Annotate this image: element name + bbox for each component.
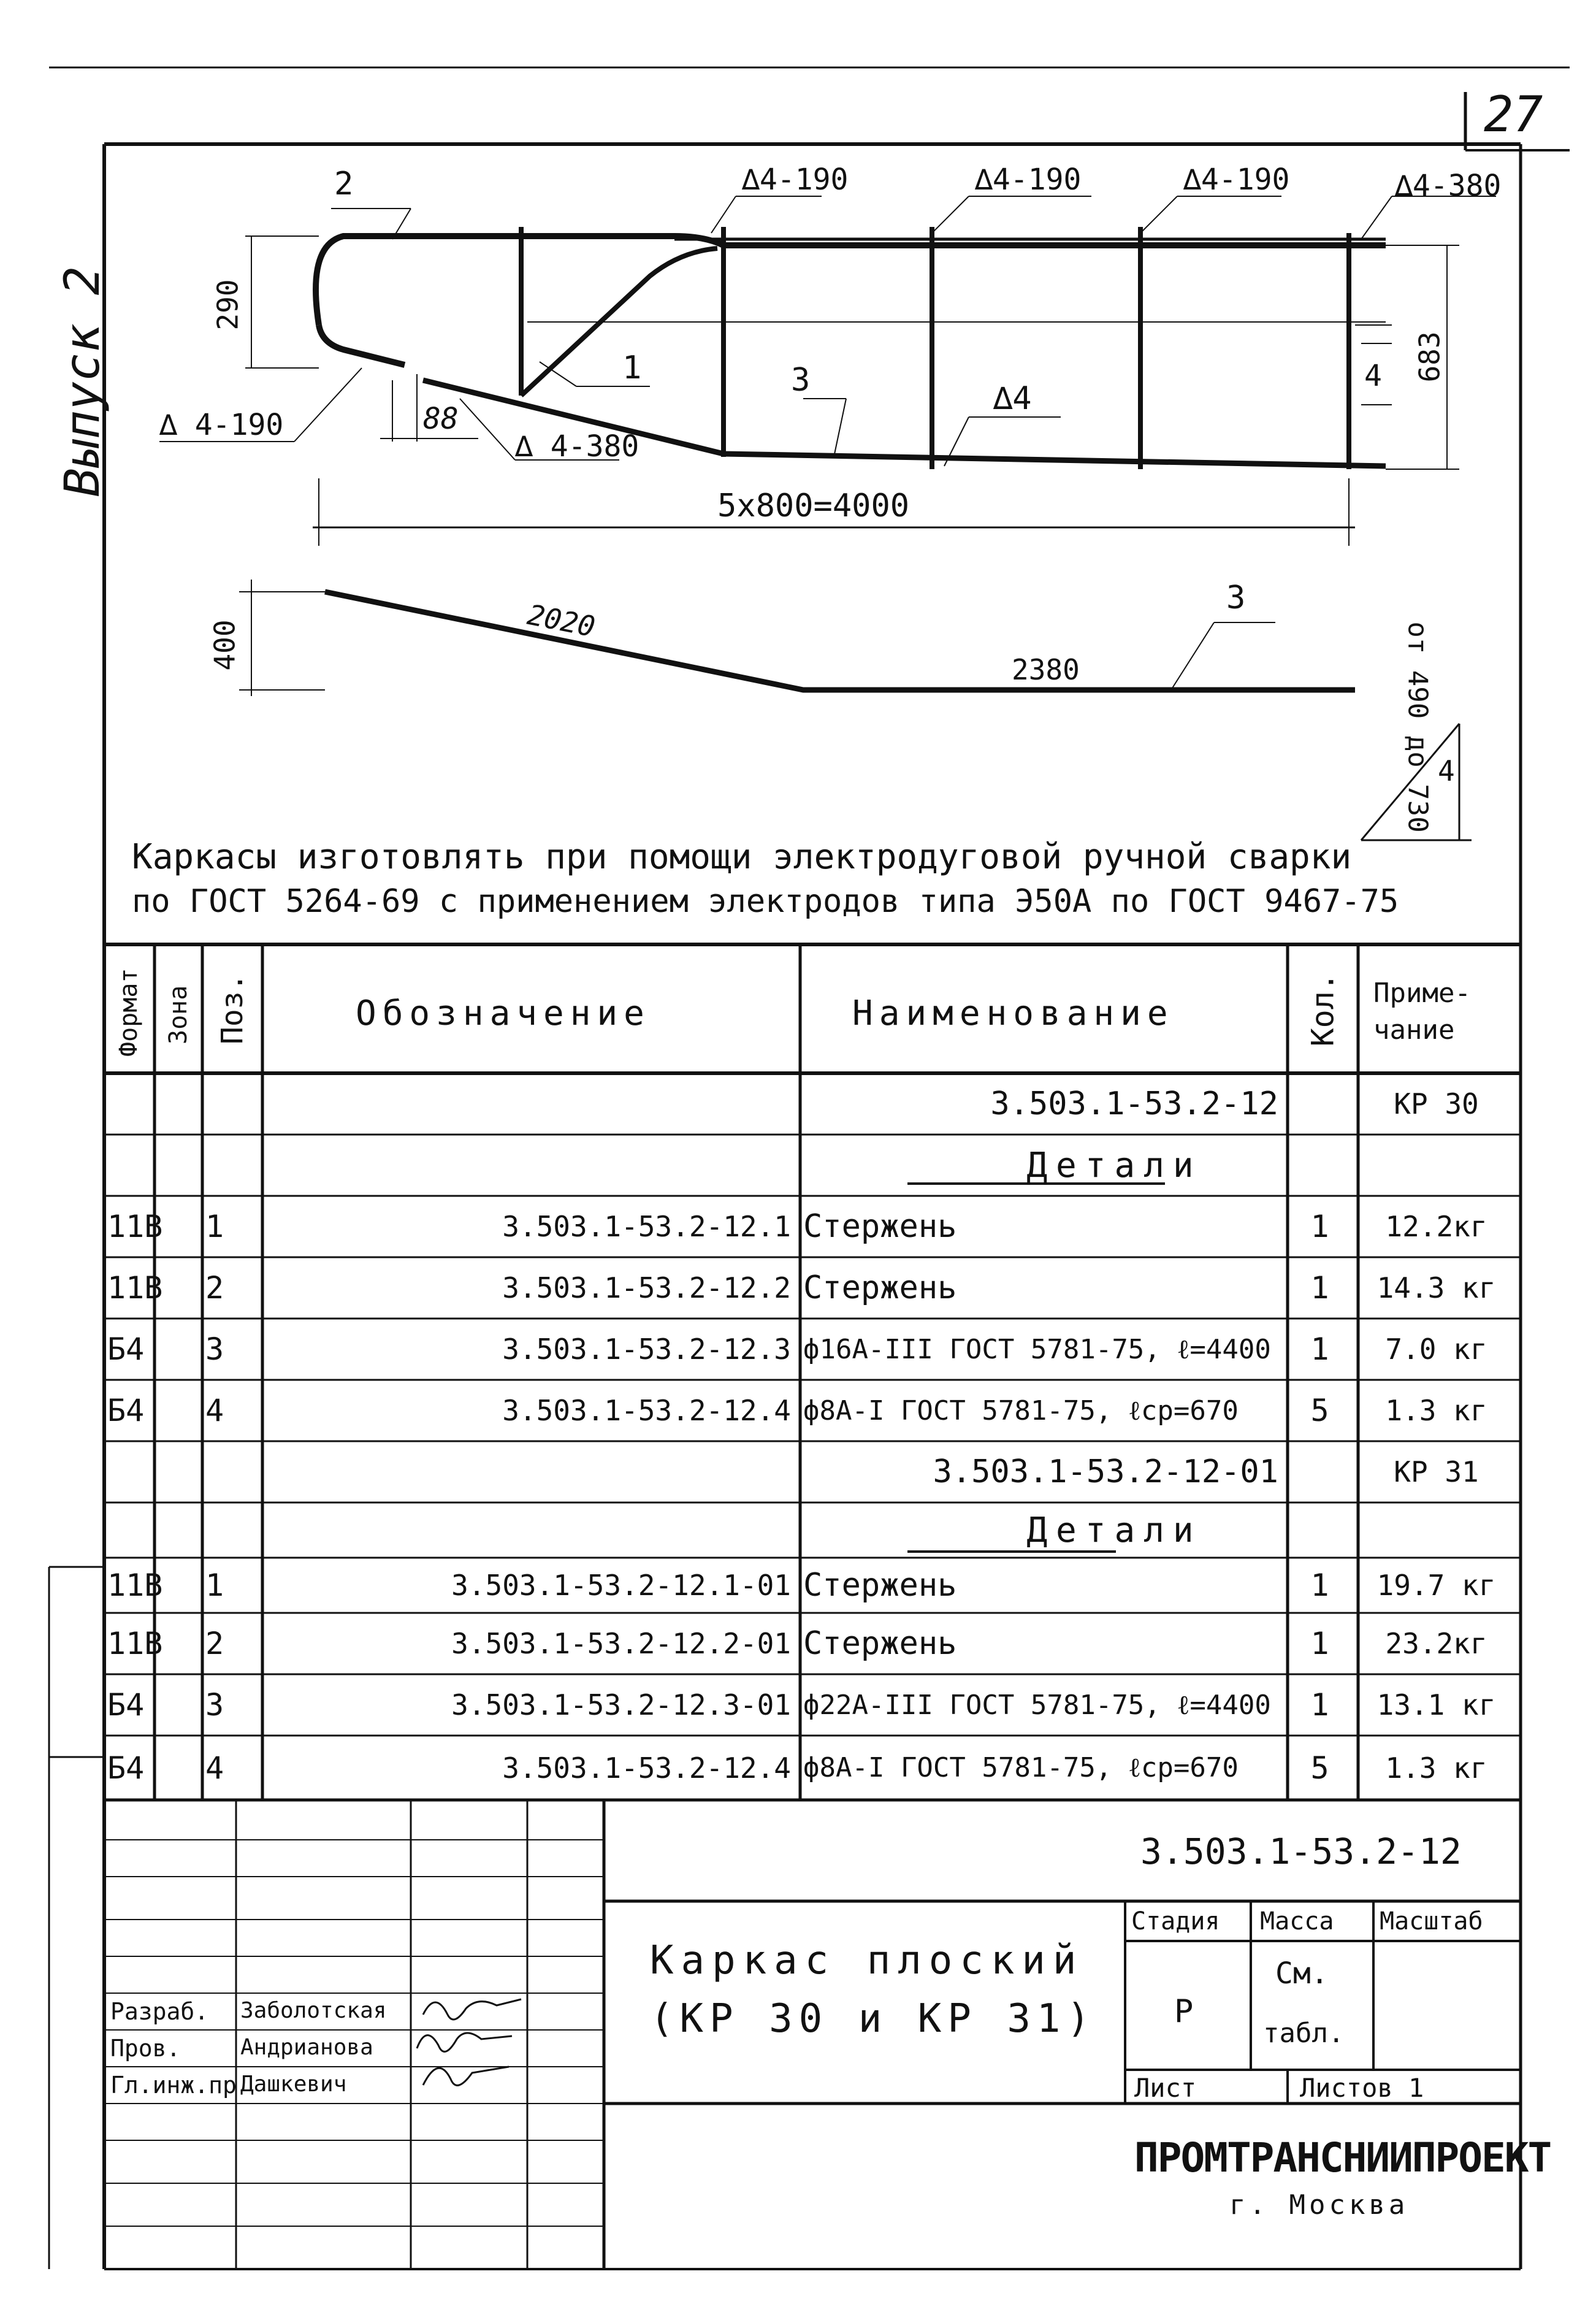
- spec-cell-designation: [264, 1503, 791, 1558]
- spec-cell-note: 23.2кг: [1385, 1627, 1487, 1660]
- spec-cell-note: 12.2кг: [1385, 1210, 1487, 1243]
- spec-cell-name: 3.503.1-53.2-12-01: [933, 1453, 1278, 1490]
- label-dim-88: 88: [423, 402, 459, 436]
- label-weld-mid: ∆ 4-380: [515, 429, 640, 464]
- spec-cell-pos: 3: [205, 1687, 224, 1723]
- label-weld-d4: ∆4: [993, 380, 1032, 417]
- label-dim-683: 683: [1413, 331, 1446, 383]
- spec-cell-name: ф16А-III ГОСТ 5781-75, ℓ=4400: [803, 1333, 1271, 1365]
- doc-code: 3.503.1-53.2-12: [1140, 1831, 1462, 1872]
- spec-cell-format: Б4: [107, 1687, 145, 1723]
- spec-cell-qty: 1: [1310, 1331, 1329, 1367]
- spec-cell-qty: 5: [1310, 1750, 1329, 1786]
- spec-cell-designation: 3.503.1-53.2-12.3-01: [451, 1688, 791, 1721]
- label-pos4: 4: [1364, 359, 1382, 393]
- spec-cell-format: 11В: [107, 1270, 163, 1306]
- spec-cell-name: Стержень: [803, 1269, 957, 1306]
- spec-cell-designation: [264, 1073, 791, 1135]
- spec-cell-designation: 3.503.1-53.2-12.2: [502, 1271, 791, 1304]
- spec-cell-pos: 2: [205, 1270, 224, 1306]
- spec-cell-qty: 1: [1310, 1270, 1329, 1306]
- spec-cell-format: [107, 1441, 148, 1503]
- mass-value-2: табл.: [1263, 2018, 1345, 2049]
- spec-cell-pos: [205, 1073, 256, 1135]
- header-note: Приме-чание: [1373, 978, 1471, 1046]
- spec-cell-qty: [1291, 1441, 1349, 1503]
- spec-cell-format: [107, 1073, 148, 1135]
- spec-cell-designation: [264, 1135, 791, 1196]
- header-designation: Обозначение: [356, 993, 651, 1033]
- spec-cell-qty: 1: [1310, 1568, 1329, 1603]
- spec-cell-format: 11В: [107, 1568, 163, 1603]
- spec-cell-format: 11В: [107, 1626, 163, 1661]
- spec-cell-format: [107, 1503, 148, 1558]
- spec-cell-format: Б4: [107, 1393, 145, 1428]
- spec-cell-name: Стержень: [803, 1625, 957, 1662]
- spec-cell-pos: [205, 1135, 256, 1196]
- title-line-2: (КР 30 и КР 31): [650, 1996, 1096, 2042]
- spec-cell-note: 1.3 кг: [1385, 1751, 1487, 1785]
- spec-cell-qty: 5: [1310, 1393, 1329, 1428]
- spec-cell-name: Детали: [1026, 1145, 1202, 1185]
- label-dim-total: 5х800=4000: [717, 488, 910, 524]
- label-pos3a: 3: [791, 362, 811, 399]
- stage-label: Стадия: [1131, 1907, 1220, 1935]
- header-qty: Кол.: [1305, 973, 1341, 1047]
- label-weld-top-4: ∆4-380: [1395, 169, 1502, 203]
- spec-cell-designation: 3.503.1-53.2-12.4: [502, 1394, 791, 1427]
- role-person-name: Заболотская: [240, 1998, 387, 2023]
- spec-cell-qty: 1: [1310, 1626, 1329, 1661]
- label-pos2: 2: [334, 166, 354, 202]
- header-pos: Поз.: [215, 973, 250, 1044]
- spec-cell-name: 3.503.1-53.2-12: [990, 1085, 1278, 1122]
- spec-cell-note: 14.3 кг: [1376, 1271, 1496, 1304]
- spec-cell-qty: 1: [1310, 1687, 1329, 1723]
- spec-cell-note: КР 31: [1394, 1455, 1479, 1488]
- spec-cell-note: 1.3 кг: [1385, 1394, 1487, 1427]
- label-angle-val: 4: [1438, 754, 1455, 787]
- spec-cell-format: Б4: [107, 1331, 145, 1367]
- org-city: г. Москва: [1229, 2189, 1409, 2221]
- spec-cell-qty: [1291, 1073, 1349, 1135]
- title-line-1: Каркас плоский: [650, 1938, 1084, 1983]
- spec-cell-pos: [205, 1503, 256, 1558]
- label-weld-top-1: ∆4-190: [742, 163, 849, 197]
- role-title: Пров.: [110, 2035, 181, 2062]
- sheets-label: Листов 1: [1300, 2073, 1424, 2103]
- role-person-name: Андрианова: [240, 2035, 373, 2060]
- spec-cell-note: [1361, 1135, 1511, 1196]
- stage-value: Р: [1174, 1993, 1194, 2030]
- spec-cell-note: КР 30: [1394, 1087, 1479, 1120]
- notes-line-2: по ГОСТ 5264-69 с применением электродов типа Э50А по ГОСТ 9467-75: [132, 883, 1399, 920]
- spec-cell-pos: 2: [205, 1626, 224, 1661]
- spec-cell-format: Б4: [107, 1750, 145, 1786]
- mass-label: Масса: [1260, 1907, 1334, 1935]
- label-dim-2020: 2020: [524, 597, 598, 644]
- spec-cell-format: [107, 1135, 148, 1196]
- spec-cell-pos: 1: [205, 1568, 224, 1603]
- series-label: Выпуск 2: [55, 266, 110, 497]
- sheet-label: Лист: [1134, 2073, 1197, 2103]
- org-name: ПРОМТРАНСНИИПРОЕКТ: [1134, 2134, 1551, 2181]
- scale-label: Масштаб: [1380, 1907, 1483, 1935]
- spec-cell-name: ф8А-I ГОСТ 5781-75, ℓср=670: [803, 1752, 1239, 1783]
- spec-cell-designation: 3.503.1-53.2-12.1: [502, 1210, 791, 1243]
- label-dim-range: от 490 до 730: [1402, 621, 1434, 833]
- notes-line-1: Каркасы изготовлять при помощи электродуговой ручной сварки: [132, 837, 1352, 877]
- label-dim-290: 290: [211, 279, 245, 331]
- spec-cell-note: 19.7 кг: [1376, 1569, 1496, 1602]
- spec-cell-name: Детали: [1026, 1510, 1202, 1550]
- label-weld-top-2: ∆4-190: [975, 163, 1082, 197]
- label-dim-400: 400: [208, 619, 242, 671]
- header-name: Наименование: [852, 993, 1174, 1033]
- spec-cell-qty: [1291, 1135, 1349, 1196]
- sheet-number: 27: [1484, 86, 1543, 143]
- spec-cell-designation: [264, 1441, 791, 1503]
- spec-cell-note: [1361, 1503, 1511, 1558]
- label-weld-left: ∆ 4-190: [159, 408, 284, 442]
- label-dim-2380: 2380: [1012, 653, 1080, 686]
- spec-cell-pos: 4: [205, 1393, 224, 1428]
- header-zone: Зона: [164, 985, 193, 1044]
- role-title: Гл.инж.пр: [110, 2072, 237, 2099]
- spec-cell-name: Стержень: [803, 1567, 957, 1604]
- spec-cell-pos: [205, 1441, 256, 1503]
- role-title: Разраб.: [110, 1998, 209, 2025]
- spec-cell-qty: [1291, 1503, 1349, 1558]
- spec-cell-designation: 3.503.1-53.2-12.4: [502, 1751, 791, 1785]
- spec-cell-pos: 1: [205, 1209, 224, 1244]
- label-pos1: 1: [622, 350, 642, 386]
- spec-cell-designation: 3.503.1-53.2-12.2-01: [451, 1627, 791, 1660]
- label-pos3b: 3: [1226, 580, 1246, 616]
- spec-cell-pos: 3: [205, 1331, 224, 1367]
- spec-cell-qty: 1: [1310, 1209, 1329, 1244]
- spec-cell-name: ф22А-III ГОСТ 5781-75, ℓ=4400: [803, 1689, 1271, 1721]
- role-person-name: Дашкевич: [240, 2072, 347, 2097]
- spec-cell-format: 11В: [107, 1209, 163, 1244]
- header-format: Формат: [115, 968, 143, 1057]
- spec-cell-name: ф8А-I ГОСТ 5781-75, ℓср=670: [803, 1395, 1239, 1426]
- spec-cell-designation: 3.503.1-53.2-12.1-01: [451, 1569, 791, 1602]
- spec-cell-pos: 4: [205, 1750, 224, 1786]
- spec-cell-note: 13.1 кг: [1376, 1688, 1496, 1721]
- spec-cell-note: 7.0 кг: [1385, 1333, 1487, 1366]
- mass-value-1: См.: [1275, 1956, 1329, 1991]
- label-weld-top-3: ∆4-190: [1183, 163, 1290, 197]
- spec-cell-name: Стержень: [803, 1208, 957, 1245]
- spec-cell-designation: 3.503.1-53.2-12.3: [502, 1333, 791, 1366]
